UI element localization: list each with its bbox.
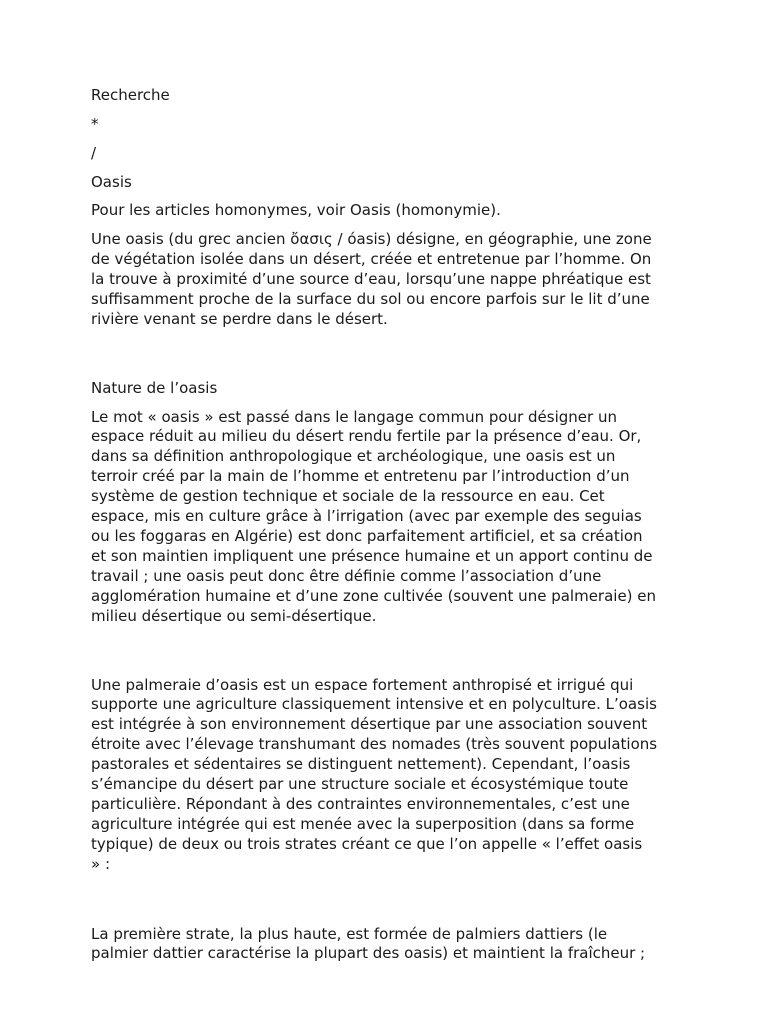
section-heading: Nature de l’oasis: [91, 378, 218, 397]
header-line-recherche: Recherche: [91, 86, 170, 104]
paragraph-line: espace réduit au milieu du désert rendu fertile par la présence d’eau. Or,: [91, 427, 642, 446]
intro-line: de végétation isolée dans un désert, créée et entretenue par l’homme. On: [91, 249, 652, 268]
paragraph-line: et son maintien impliquent une présence humaine et un apport continu de: [91, 546, 653, 565]
paragraph-line: terroir créé par la main de l’homme et entretenu par l’introduction d’un: [91, 467, 630, 486]
paragraph-line: typique) de deux ou trois strates créant ce que l’on appelle « l’effet oasis: [91, 834, 643, 853]
disambiguation-note: Pour les articles homonymes, voir Oasis (homonymie).: [91, 201, 501, 219]
paragraph-line: est intégrée à son environnement désertique par une association souvent: [91, 715, 648, 734]
paragraph-line: système de gestion technique et sociale de la ressource en eau. Cet: [91, 487, 605, 506]
intro-line: suffisamment proche de la surface du sol ou encore parfois sur le lit d’une: [91, 289, 650, 308]
paragraph-line: s’émancipe du désert par une structure sociale et écosystémique toute: [91, 775, 629, 794]
intro-line: la trouve à proximité d’une source d’eau, lorsqu’une nappe phréatique est: [91, 269, 651, 288]
paragraph-line: particulière. Répondant à des contraintes environnementales, c’est une: [91, 794, 630, 813]
paragraph-line: espace, mis en culture grâce à l’irrigation (avec par exemple des seguias: [91, 507, 642, 526]
paragraph-line: milieu désertique ou semi-désertique.: [91, 606, 377, 625]
article-title: Oasis: [91, 173, 132, 191]
intro-line: Une oasis (du grec ancien ὄασις / óasis) désigne, en géographie, une zone: [91, 230, 652, 248]
paragraph-line: agriculture intégrée qui est menée avec la superposition (dans sa forme: [91, 814, 635, 833]
paragraph-line: travail ; une oasis peut donc être définie comme l’association d’une: [91, 566, 602, 585]
paragraph-line: supporte une agriculture classiquement intensive et en polyculture. L’oasis: [91, 695, 657, 714]
paragraph-line: La première strate, la plus haute, est formée de palmiers dattiers (le: [91, 924, 608, 943]
paragraph-line: étroite avec l’élevage transhumant des nomades (très souvent populations: [91, 735, 658, 754]
intro-paragraph: [91, 230, 691, 330]
paragraph-line: palmier dattier caractérise la plupart des oasis) et maintient la fraîcheur ;: [91, 944, 646, 963]
paragraph-line: Une palmeraie d’oasis est un espace fortement anthropisé et irrigué qui: [91, 675, 634, 694]
header-line-slash: /: [91, 144, 97, 162]
paragraph-line: pastorales et sédentaires se distinguent nettement). Cependant, l’oasis: [91, 755, 631, 774]
paragraph-1: [91, 408, 691, 627]
paragraph-2: [91, 676, 691, 875]
paragraph-line: » :: [91, 854, 110, 873]
paragraph-line: ou les foggaras en Algérie) est donc parfaitement artificiel, et sa création: [91, 526, 643, 545]
paragraph-line: agglomération humaine et d’une zone cultivée (souvent une palmeraie) en: [91, 586, 657, 605]
header-line-asterisk: *: [91, 115, 99, 133]
intro-line: rivière venant se perdre dans le désert.: [91, 309, 388, 328]
document-page: [91, 85, 691, 964]
paragraph-line: Le mot « oasis » est passé dans le langage commun pour désigner un: [91, 407, 617, 426]
paragraph-3: [91, 925, 691, 965]
paragraph-line: dans sa définition anthropologique et archéologique, une oasis est un: [91, 447, 616, 466]
